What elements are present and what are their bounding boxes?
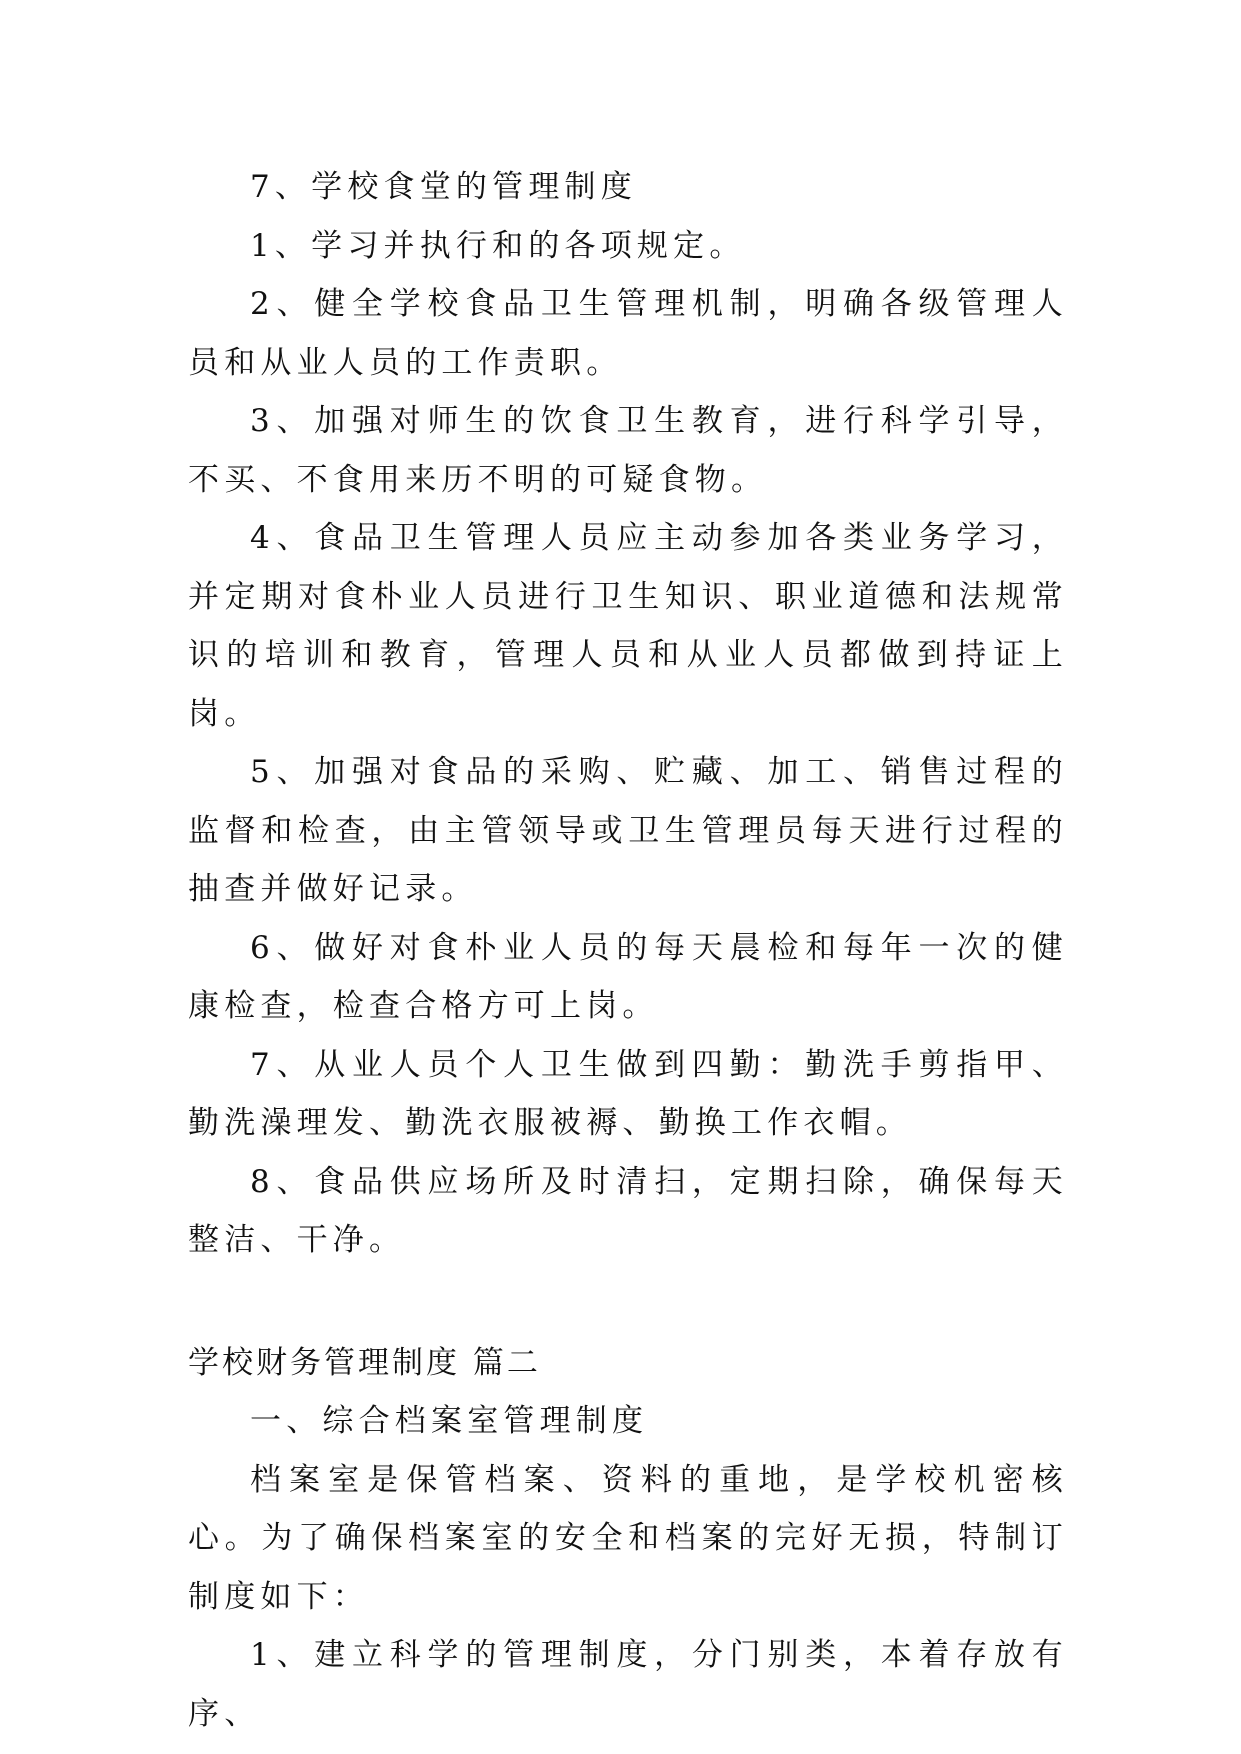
section-title: 学校财务管理制度 篇二 [188, 1344, 541, 1381]
paragraph: 2、健全学校食品卫生管理机制，明确各级管理人员和从业人员的工作责职。 [188, 286, 1068, 381]
paragraph: 8、食品供应场所及时清扫，定期扫除，确保每天整洁、干净。 [188, 1163, 1068, 1258]
paragraph: 7、从业人员个人卫生做到四勤：勤洗手剪指甲、勤洗澡理发、勤洗衣服被褥、勤换工作衣帽。 [188, 1046, 1068, 1141]
paragraph: 4、食品卫生管理人员应主动参加各类业务学习，并定期对食朴业人员进行卫生知识、职业道德和法规常识的培训和教育，管理人员和从业人员都做到持证上岗。 [188, 520, 1068, 732]
paragraph: 1、学习并执行和的各项规定。 [250, 227, 746, 264]
document-body [188, 158, 1068, 1743]
section-subtitle: 一、综合档案室管理制度 [250, 1403, 649, 1439]
paragraph: 1、建立科学的管理制度，分门别类，本着存放有序、 [188, 1637, 1068, 1732]
paragraph: 6、做好对食朴业人员的每天晨检和每年一次的健康检查，检查合格方可上岗。 [188, 929, 1068, 1024]
section-heading: 7、学校食堂的管理制度 [250, 169, 637, 205]
paragraph: 3、加强对师生的饮食卫生教育，进行科学引导，不买、不食用来历不明的可疑食物。 [188, 403, 1068, 498]
paragraph: 5、加强对食品的采购、贮藏、加工、销售过程的监督和检查，由主管领导或卫生管理员每天进行过程的抽查并做好记录。 [188, 754, 1068, 907]
paragraph: 档案室是保管档案、资料的重地，是学校机密核心。为了确保档案室的安全和档案的完好无损，特制订制度如下： [188, 1461, 1068, 1615]
